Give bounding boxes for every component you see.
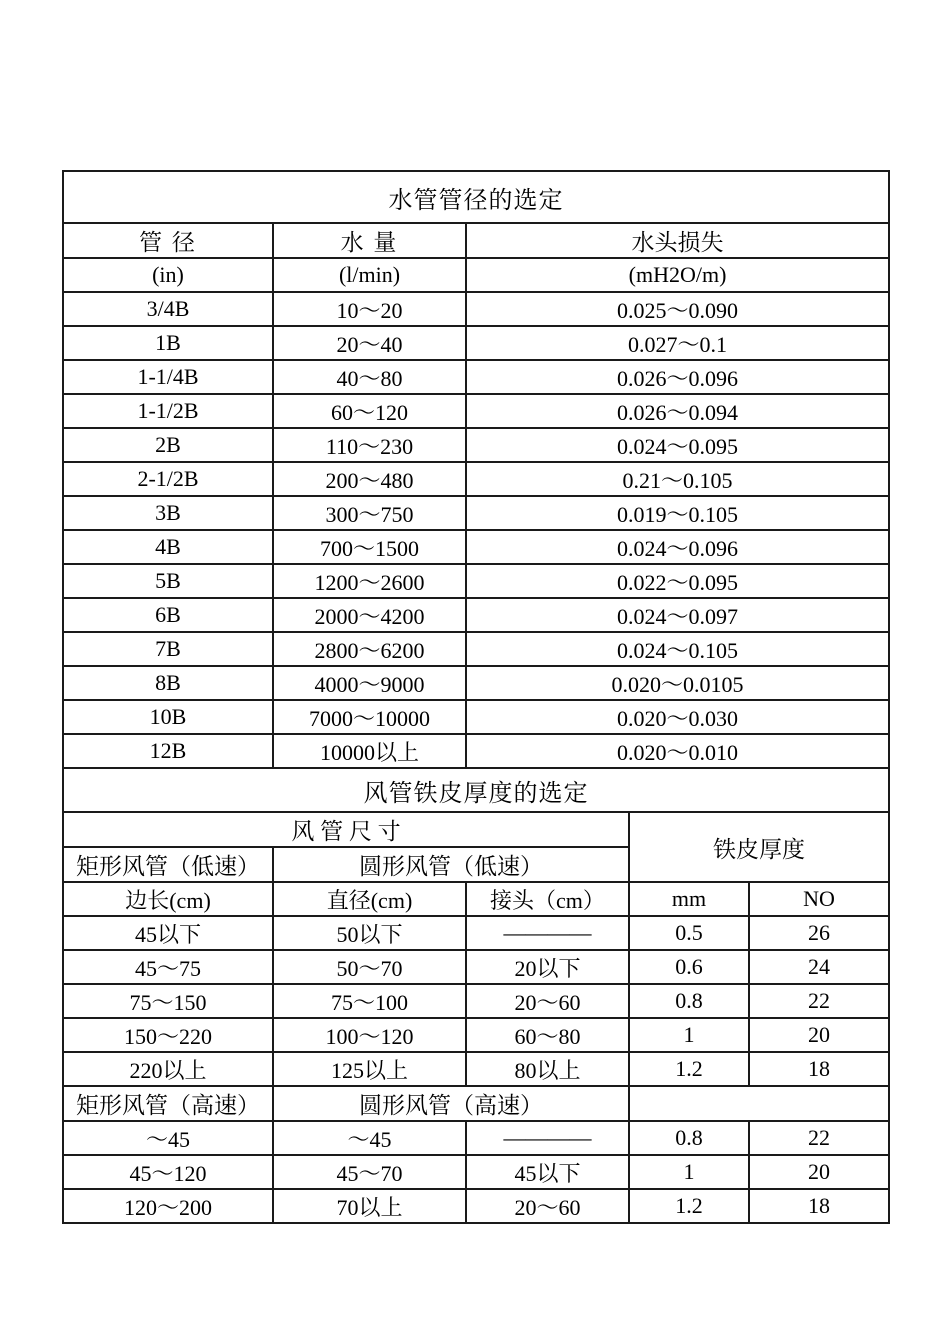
cell-side: 120～200 [63,1189,273,1223]
cell-flow: 110～230 [273,428,466,462]
cell-side: 220以上 [63,1052,273,1086]
cell-head-loss: 0.024～0.105 [466,632,889,666]
cell-diameter: 10B [63,700,273,734]
cell-gauge-no: 20 [749,1018,889,1052]
table-row [63,1189,889,1223]
cell-diameter: 7B [63,632,273,666]
cell-diameter: 50以下 [273,916,466,950]
cell-head-loss: 0.027～0.1 [466,326,889,360]
header-sheet-thickness: 铁皮厚度 [629,812,889,882]
duct-table-title: 风管铁皮厚度的选定 [63,768,889,812]
cell-flow: 2000～4200 [273,598,466,632]
subheader-joint: 接头（cm） [466,882,629,916]
cell-side: 75～150 [63,984,273,1018]
cell-diameter: 8B [63,666,273,700]
cell-diameter: 1-1/4B [63,360,273,394]
table-row [63,428,889,462]
pipe-and-duct-table [62,170,890,1224]
cell-flow: 20～40 [273,326,466,360]
cell-flow: 10000以上 [273,734,466,768]
header-duct-size: 风 管 尺 寸 [63,812,629,847]
cell-diameter: 3/4B [63,292,273,326]
header-rect-duct-high: 矩形风管（高速） [63,1086,273,1121]
cell-head-loss: 0.020～0.010 [466,734,889,768]
water-table-title-row [63,171,889,223]
cell-gauge-no: 22 [749,984,889,1018]
cell-diameter: 1-1/2B [63,394,273,428]
cell-joint: 20～60 [466,1189,629,1223]
duct-high-speed-label-row [63,1086,889,1121]
cell-joint: ———— [466,1121,629,1155]
water-table-title: 水管管径的选定 [63,171,889,223]
cell-flow: 1200～2600 [273,564,466,598]
cell-gauge-no: 18 [749,1189,889,1223]
cell-head-loss: 0.019～0.105 [466,496,889,530]
header-head-loss: 水头损失 [466,223,889,258]
cell-flow: 4000～9000 [273,666,466,700]
table-row [63,916,889,950]
cell-joint: 20～60 [466,984,629,1018]
cell-head-loss: 0.024～0.096 [466,530,889,564]
cell-diameter: 2-1/2B [63,462,273,496]
table-row [63,632,889,666]
cell-diameter: 4B [63,530,273,564]
table-row [63,1052,889,1086]
cell-flow: 2800～6200 [273,632,466,666]
subheader-side-length: 边长(cm) [63,882,273,916]
table-row [63,734,889,768]
cell-mm: 0.8 [629,984,749,1018]
cell-head-loss: 0.026～0.094 [466,394,889,428]
cell-side: ～45 [63,1121,273,1155]
cell-flow: 40～80 [273,360,466,394]
high-speed-thickness-empty-cell [629,1086,889,1121]
header-round-duct-low: 圆形风管（低速） [273,847,629,882]
table-row [63,1155,889,1189]
cell-joint: 60～80 [466,1018,629,1052]
duct-table-title-row [63,768,889,812]
water-table-units-row [63,258,889,292]
cell-diameter: 5B [63,564,273,598]
cell-gauge-no: 22 [749,1121,889,1155]
cell-flow: 10～20 [273,292,466,326]
unit-pipe-diameter: (in) [63,258,273,292]
table-row [63,326,889,360]
cell-diameter: 3B [63,496,273,530]
cell-flow: 200～480 [273,462,466,496]
cell-flow: 60～120 [273,394,466,428]
table-row [63,530,889,564]
cell-head-loss: 0.21～0.105 [466,462,889,496]
cell-diameter: ～45 [273,1121,466,1155]
table-row [63,666,889,700]
table-row [63,1121,889,1155]
cell-diameter: 6B [63,598,273,632]
table-row [63,394,889,428]
cell-mm: 1 [629,1018,749,1052]
table-row [63,496,889,530]
cell-mm: 0.6 [629,950,749,984]
subheader-gauge-no: NO [749,882,889,916]
cell-mm: 0.8 [629,1121,749,1155]
table-row [63,292,889,326]
header-water-flow: 水 量 [273,223,466,258]
table-row [63,1018,889,1052]
cell-gauge-no: 20 [749,1155,889,1189]
cell-flow: 300～750 [273,496,466,530]
cell-mm: 1.2 [629,1189,749,1223]
cell-joint: ———— [466,916,629,950]
cell-diameter: 70以上 [273,1189,466,1223]
cell-diameter: 50～70 [273,950,466,984]
cell-gauge-no: 24 [749,950,889,984]
cell-joint: 80以上 [466,1052,629,1086]
cell-diameter: 2B [63,428,273,462]
subheader-diameter: 直径(cm) [273,882,466,916]
subheader-mm: mm [629,882,749,916]
cell-head-loss: 0.020～0.0105 [466,666,889,700]
table-row [63,700,889,734]
cell-side: 45～75 [63,950,273,984]
cell-flow: 7000～10000 [273,700,466,734]
cell-mm: 1.2 [629,1052,749,1086]
cell-head-loss: 0.024～0.097 [466,598,889,632]
cell-diameter: 75～100 [273,984,466,1018]
cell-gauge-no: 26 [749,916,889,950]
cell-side: 150～220 [63,1018,273,1052]
table-row [63,360,889,394]
duct-subheader-row [63,882,889,916]
table-row [63,462,889,496]
cell-gauge-no: 18 [749,1052,889,1086]
table-row [63,984,889,1018]
cell-side: 45以下 [63,916,273,950]
cell-head-loss: 0.022～0.095 [466,564,889,598]
cell-mm: 0.5 [629,916,749,950]
header-pipe-diameter: 管 径 [63,223,273,258]
cell-joint: 20以下 [466,950,629,984]
unit-head-loss: (mH2O/m) [466,258,889,292]
table-row [63,950,889,984]
cell-diameter: 125以上 [273,1052,466,1086]
cell-head-loss: 0.026～0.096 [466,360,889,394]
cell-flow: 700～1500 [273,530,466,564]
table-row [63,598,889,632]
cell-diameter: 100～120 [273,1018,466,1052]
cell-head-loss: 0.024～0.095 [466,428,889,462]
water-table-header-row [63,223,889,258]
cell-head-loss: 0.020～0.030 [466,700,889,734]
cell-head-loss: 0.025～0.090 [466,292,889,326]
cell-mm: 1 [629,1155,749,1189]
cell-joint: 45以下 [466,1155,629,1189]
header-rect-duct-low: 矩形风管（低速） [63,847,273,882]
duct-table-header-row [63,812,889,847]
unit-water-flow: (l/min) [273,258,466,292]
table-row [63,564,889,598]
cell-diameter: 45～70 [273,1155,466,1189]
cell-diameter: 1B [63,326,273,360]
header-round-duct-high: 圆形风管（高速） [273,1086,629,1121]
cell-side: 45～120 [63,1155,273,1189]
cell-diameter: 12B [63,734,273,768]
